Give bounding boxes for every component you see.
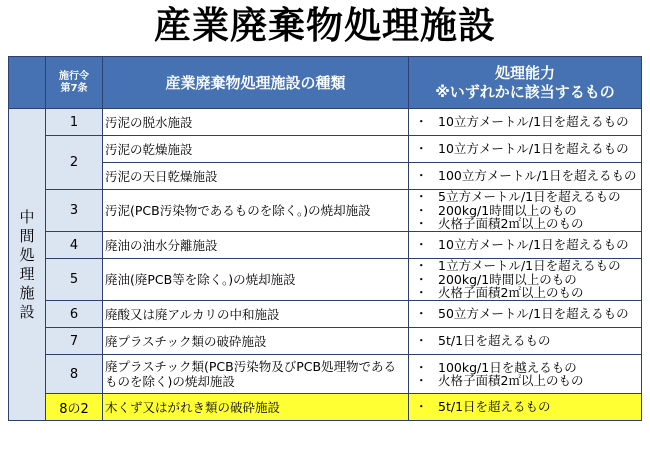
table-row bbox=[9, 109, 642, 136]
capacity-item: ・ 火格子面積2㎡以上のもの bbox=[409, 286, 641, 300]
table-row-highlighted bbox=[9, 394, 642, 421]
header-article bbox=[46, 57, 103, 109]
table-row bbox=[9, 190, 642, 232]
table-row bbox=[9, 355, 642, 394]
row-type: 汚泥の乾燥施設 bbox=[103, 136, 409, 163]
row-type: 廃プラスチック類の破砕施設 bbox=[103, 328, 409, 355]
row-type: 木くず又はがれき類の破砕施設 bbox=[103, 394, 409, 421]
row-capacity bbox=[409, 301, 642, 328]
table-row bbox=[9, 301, 642, 328]
facility-table bbox=[8, 56, 642, 421]
capacity-item: ・ 火格子面積2㎡以上のもの bbox=[409, 217, 641, 231]
row-number: 8 bbox=[46, 355, 103, 394]
capacity-item: ・ 100立方メートル/1日を超えるもの bbox=[409, 169, 641, 183]
header-article-line1: 施行令 bbox=[59, 70, 89, 82]
capacity-item: ・ 10立方メートル/1日を超えるもの bbox=[409, 115, 641, 129]
row-number: 7 bbox=[46, 328, 103, 355]
row-capacity bbox=[409, 163, 642, 190]
row-capacity bbox=[409, 232, 642, 259]
row-type: 廃酸又は廃アルカリの中和施設 bbox=[103, 301, 409, 328]
row-type: 汚泥(PCB汚染物であるものを除く。)の焼却施設 bbox=[103, 190, 409, 232]
table-row bbox=[9, 232, 642, 259]
row-capacity bbox=[409, 190, 642, 232]
row-capacity bbox=[409, 328, 642, 355]
capacity-item: ・ 1立方メートル/1日を超えるもの bbox=[409, 259, 641, 273]
category-label: 中間処理施設 bbox=[19, 207, 35, 321]
header-article-line2: 第7条 bbox=[60, 82, 88, 94]
capacity-item: ・ 10立方メートル/1日を超えるもの bbox=[409, 238, 641, 252]
row-number: 4 bbox=[46, 232, 103, 259]
capacity-item: ・ 5t/1日を超えるもの bbox=[409, 334, 641, 348]
row-type: 汚泥の脱水施設 bbox=[103, 109, 409, 136]
row-type: 汚泥の天日乾燥施設 bbox=[103, 163, 409, 190]
row-type: 廃油(廃PCB等を除く。)の焼却施設 bbox=[103, 259, 409, 301]
table-header-row bbox=[9, 57, 642, 109]
page-title: 産業廃棄物処理施設 bbox=[154, 3, 496, 47]
header-corner bbox=[9, 57, 46, 109]
row-number: 5 bbox=[46, 259, 103, 301]
capacity-item: ・ 100kg/1日を越えるもの bbox=[409, 361, 641, 375]
capacity-item: ・ 火格子面積2㎡以上のもの bbox=[409, 374, 641, 388]
row-capacity bbox=[409, 259, 642, 301]
capacity-item: ・ 5t/1日を超えるもの bbox=[409, 400, 641, 414]
row-capacity bbox=[409, 109, 642, 136]
header-type: 産業廃棄物処理施設の種類 bbox=[103, 57, 409, 109]
table-row bbox=[9, 136, 642, 163]
capacity-item: ・ 200kg/1時間以上のもの bbox=[409, 204, 641, 218]
row-number: 2 bbox=[46, 136, 103, 190]
header-capacity-line1: 処理能力 bbox=[494, 63, 555, 82]
row-capacity bbox=[409, 136, 642, 163]
row-capacity bbox=[409, 394, 642, 421]
capacity-item: ・ 200kg/1時間以上のもの bbox=[409, 273, 641, 287]
row-number: 8の2 bbox=[46, 394, 103, 421]
row-number: 3 bbox=[46, 190, 103, 232]
capacity-item: ・ 10立方メートル/1日を超えるもの bbox=[409, 142, 641, 156]
category-cell bbox=[9, 109, 46, 421]
header-capacity bbox=[409, 57, 642, 109]
table-row bbox=[9, 163, 642, 190]
table-row bbox=[9, 259, 642, 301]
row-number: 6 bbox=[46, 301, 103, 328]
capacity-item: ・ 50立方メートル/1日を超えるもの bbox=[409, 307, 641, 321]
header-capacity-line2: ※いずれかに該当するもの bbox=[435, 82, 615, 101]
table-row bbox=[9, 328, 642, 355]
row-type: 廃油の油水分離施設 bbox=[103, 232, 409, 259]
row-capacity bbox=[409, 355, 642, 394]
row-type: 廃プラスチック類(PCB汚染物及びPCB処理物であるものを除く)の焼却施設 bbox=[103, 355, 409, 394]
capacity-item: ・ 5立方メートル/1日を超えるもの bbox=[409, 190, 641, 204]
row-number: 1 bbox=[46, 109, 103, 136]
